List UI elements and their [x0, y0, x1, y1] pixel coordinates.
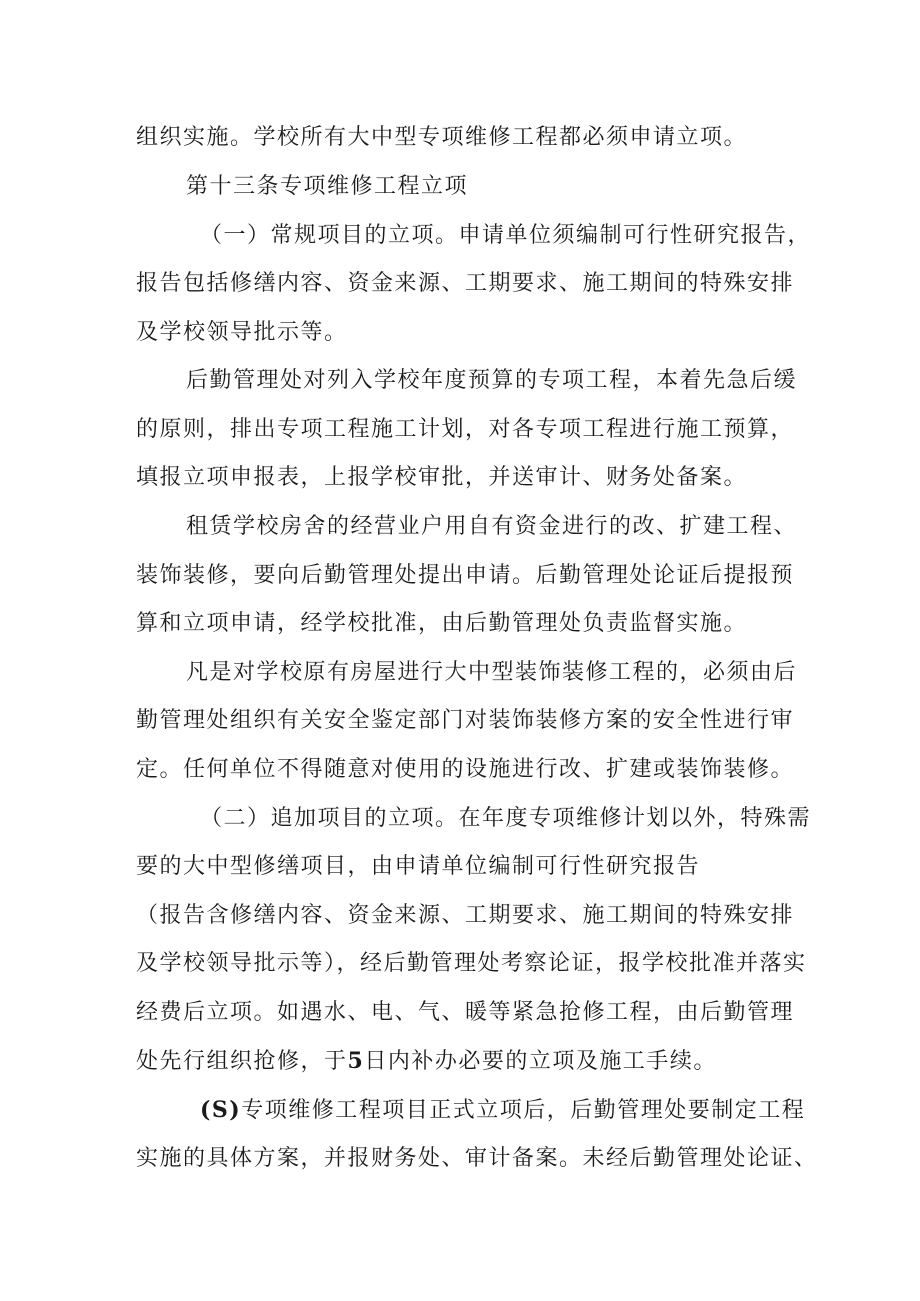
- text-line: （报告含修缮内容、资金来源、工期要求、施工期间的特殊安排: [136, 903, 795, 928]
- text-line: （二）追加项目的立项。在年度专项维修计划以外，特殊需: [200, 806, 812, 831]
- text-line: 勤管理处组织有关安全鉴定部门对装饰装修方案的安全性进行审: [136, 708, 795, 733]
- text-line: 的原则，排出专项工程施工计划，对各专项工程进行施工预算，: [136, 417, 795, 442]
- text-segment: 处先行组织抢修，于: [136, 1049, 348, 1074]
- text-line: 租赁学校房舍的经营业户用自有资金进行的改、扩建工程、: [186, 514, 798, 539]
- text-line: 组织实施。学校所有大中型专项维修工程都必须申请立项。: [136, 125, 748, 150]
- item-marker: (S): [200, 1097, 242, 1123]
- text-line: 及学校领导批示等。: [136, 320, 348, 345]
- text-line: 报告包括修缮内容、资金来源、工期要求、施工期间的特殊安排: [136, 271, 795, 296]
- text-line: 定。任何单位不得随意对使用的设施进行改、扩建或装饰装修。: [136, 757, 795, 782]
- text-line: 装饰装修，要向后勤管理处提出申请。后勤管理处论证后提报预: [136, 563, 795, 588]
- text-line: 要的大中型修缮项目，由申请单位编制可行性研究报告: [136, 854, 701, 879]
- text-line: 及学校领导批示等），经后勤管理处考察论证，报学校批准并落实: [136, 951, 807, 976]
- text-line: 实施的具体方案，并报财务处、审计备案。未经后勤管理处论证、: [136, 1146, 818, 1171]
- text-line: 后勤管理处对列入学校年度预算的专项工程，本着先急后缓: [186, 368, 798, 393]
- text-line: [136, 1046, 796, 1077]
- text-line: 经费后立项。如遇水、电、气、暖等紧急抢修工程，由后勤管理: [136, 1000, 795, 1025]
- text-line: 算和立项申请，经学校批准，由后勤管理处负责监督实施。: [136, 611, 748, 636]
- text-line: [200, 1095, 806, 1126]
- text-segment: 日内补办必要的立项及施工手续。: [364, 1049, 717, 1074]
- text-line: 填报立项申报表，上报学校审批，并送审计、财务处备案。: [136, 465, 748, 490]
- text-line: （一）常规项目的立项。申请单位须编制可行性研究报告，: [200, 223, 812, 248]
- article-heading: 第十三条专项维修工程立项: [186, 174, 469, 199]
- day-count: 5: [347, 1048, 365, 1074]
- text-segment: 专项维修工程项目正式立项后，后勤管理处要制定工程: [241, 1098, 806, 1123]
- text-line: 凡是对学校原有房屋进行大中型装饰装修工程的，必须由后: [186, 660, 798, 685]
